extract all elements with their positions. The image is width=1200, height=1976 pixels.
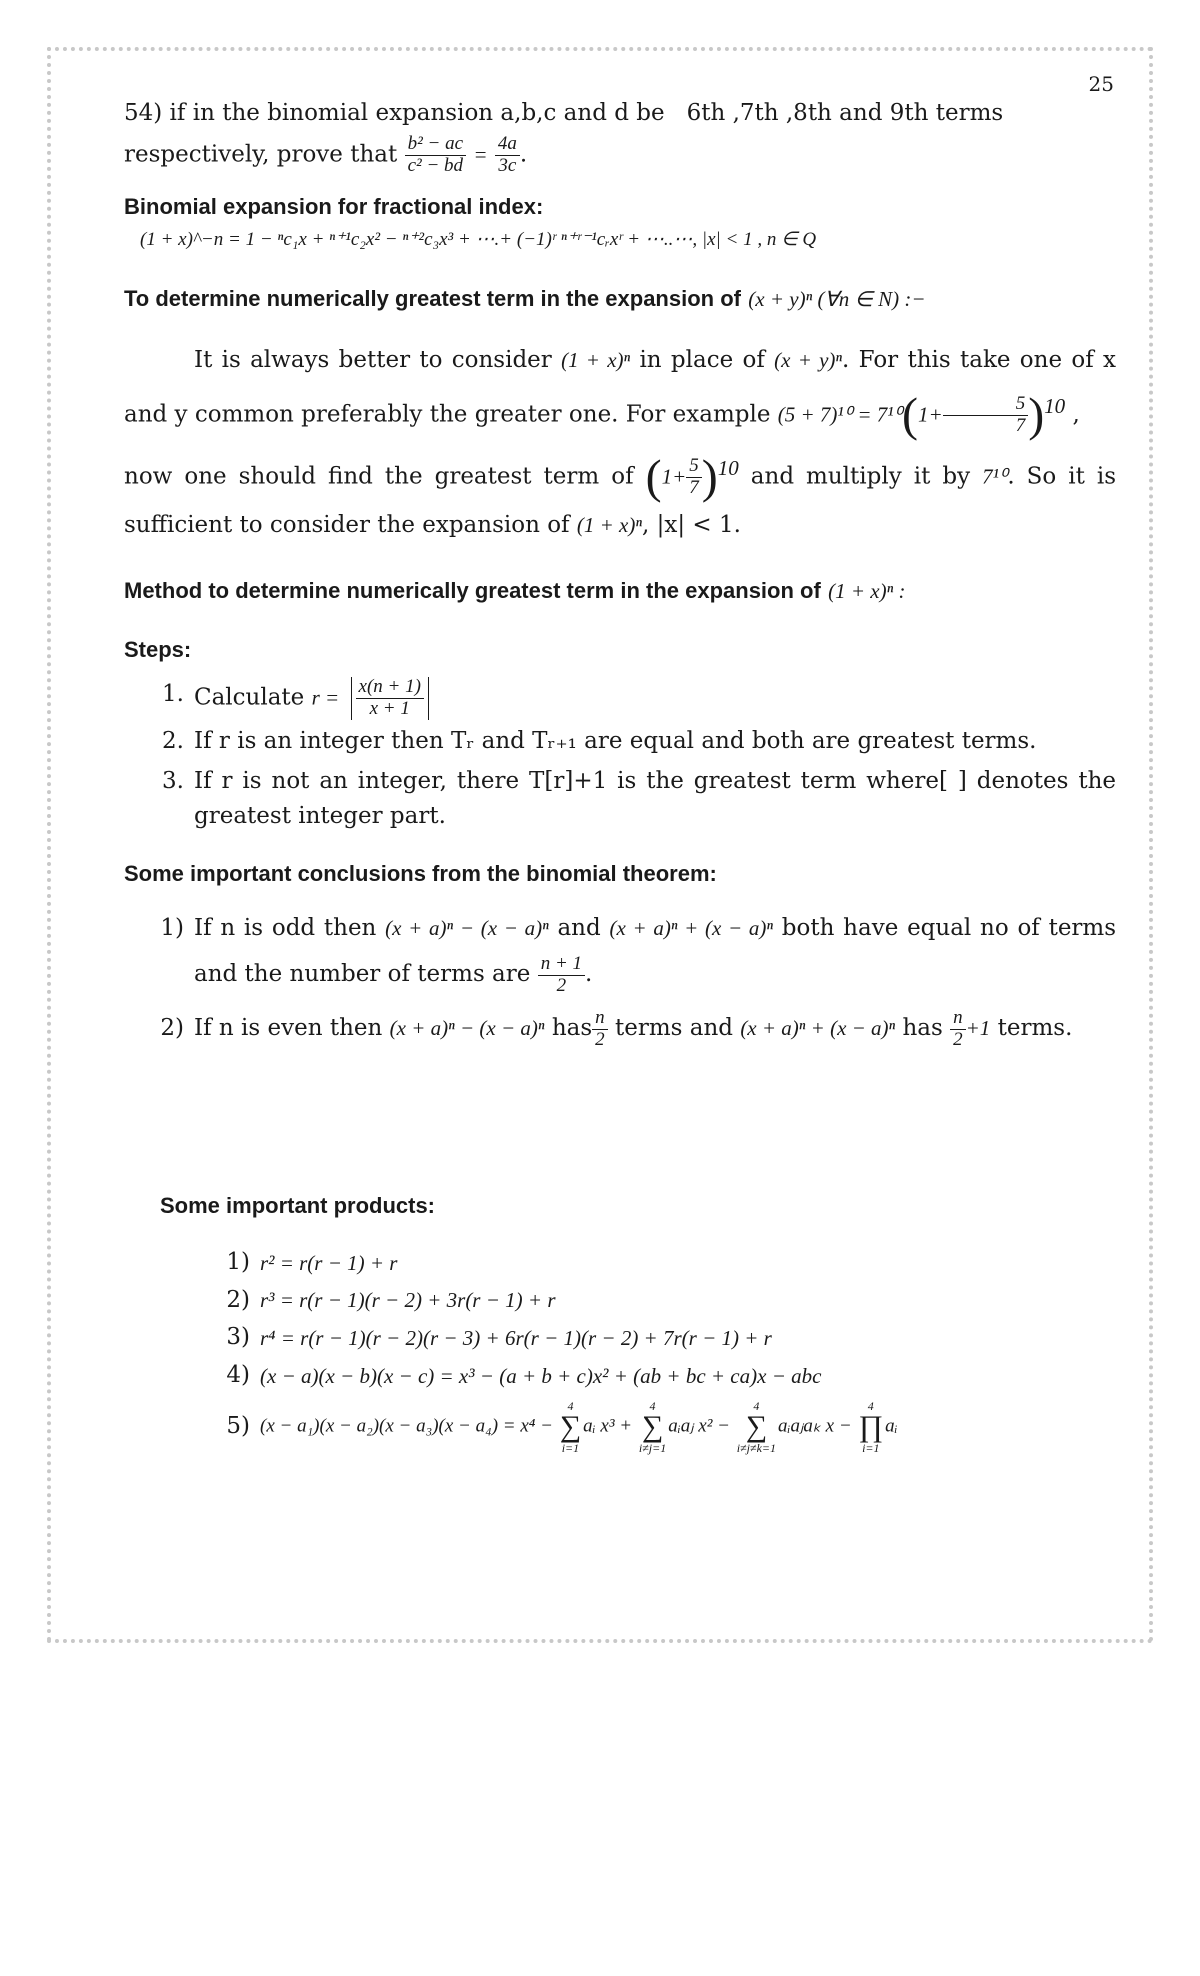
fractional-heading: Binomial expansion for fractional index: <box>124 194 544 220</box>
step-1: 1. Calculate r = $\frac{x(n + 1)}{x + 1}$ <box>124 677 1116 720</box>
prove-text: respectively, prove that <box>124 141 398 168</box>
n-over-2-b: $\frac{n}{2}$ <box>950 1008 966 1051</box>
problem-54 <box>124 96 1116 132</box>
method-heading: Method to determine numerically greatest term in the expansion of (1 + x)ⁿ : <box>124 577 906 603</box>
product-item: 4) (x − a)(x − b)(x − c) = x³ − (a + b + c)x² + (ab + bc + ca)x − abc <box>226 1362 822 1389</box>
steps-list <box>124 677 1116 835</box>
conclusion-2: 2) If n is even then (x + a)ⁿ − (x − a)ⁿ has $\frac{n}{2}$ terms and (x + a)ⁿ + (x − a)ⁿ has $\frac{n}{2}$ +1 terms. <box>160 1006 1073 1050</box>
conclusions-list <box>124 905 1116 1051</box>
r-fraction: $\frac{x(n + 1)}{x + 1}$ <box>356 677 424 720</box>
five-sevenths-fraction: $\frac{5}{7}$ <box>943 394 1029 437</box>
step-2: 2. If r is an integer then Tᵣ and Tᵣ₊₁ are equal and both are greatest terms. <box>162 728 1037 755</box>
conclusion-1: 1) If n is odd then (x + a)ⁿ − (x − a)ⁿ and (x + a)ⁿ + (x − a)ⁿ both have equal no of terms and the number of terms are $\frac{n + 1}{2}$ . <box>160 915 1117 996</box>
product-symbol: 4 ∏ i=1 <box>858 1398 884 1455</box>
step-3: 3. If r is not an integer, there T[r]+1 is the greatest term where[ ] denotes the greatest integer part. <box>162 767 1116 830</box>
products-heading: Some important products: <box>160 1193 436 1219</box>
conclusions-heading: Some important conclusions from the binomial theorem: <box>124 860 717 886</box>
products-list <box>196 1245 1116 1454</box>
sum-symbol: 4 ∑ i=1 <box>559 1398 582 1455</box>
page-number: 25 <box>1088 72 1114 96</box>
problem-54-equation: respectively, prove that $\frac{\text{b² − ac}}{\text{c² − bd}}$ = $\frac{4a}{3c}$ . <box>124 132 528 176</box>
fractional-formula: (1 + x)^−n = 1 − ⁿc₁x + ⁿ⁺¹c₂x² − ⁿ⁺²c₃x³ + ⋯.+ (−1)ʳ ⁿ⁺ʳ⁻¹cᵣxʳ + ⋯..⋯, |x| < 1 , n ∈ Q <box>140 228 817 250</box>
steps-heading: Steps: <box>124 637 192 663</box>
sum-symbol: 4 ∑ i≠j=1 <box>638 1398 667 1455</box>
product-item: 1) r² = r(r − 1) + r <box>226 1249 398 1276</box>
problem-lead: 54) if in the binomial expansion a,b,c and d be <box>124 100 665 126</box>
greatest-heading: To determine numerically greatest term in the expansion of (x + y)ⁿ (∀n ∈ N) :− <box>124 285 926 311</box>
problem-terms: 6th ,7th ,8th and 9th terms <box>686 100 1004 126</box>
product-item-5: 5) (x − a₁)(x − a₂)(x − a₃)(x − a₄) = x⁴ − 4 ∑ i=1 aᵢ x³ + 4 ∑ i≠j=1 aᵢaⱼ x² − 4 ∑ i≠j≠k=1 aᵢaⱼaₖ x − 4 ∏ i=1 aᵢ <box>226 1398 898 1455</box>
page-content <box>124 96 1116 1456</box>
product-item: 2) r³ = r(r − 1)(r − 2) + 3r(r − 1) + r <box>226 1286 556 1313</box>
products-section <box>160 1189 1116 1454</box>
rhs-fraction: $\frac{4a}{3c}$ <box>495 134 520 177</box>
sum-symbol: 4 ∑ i≠j≠k=1 <box>736 1398 777 1455</box>
n-plus-1-over-2: $\frac{n + 1}{2}$ <box>538 954 585 997</box>
n-over-2: $\frac{n}{2}$ <box>592 1008 608 1051</box>
product-item: 3) r⁴ = r(r − 1)(r − 2)(r − 3) + 6r(r − 1)(r − 2) + 7r(r − 1) + r <box>226 1324 772 1351</box>
lhs-fraction: $\frac{\text{b² − ac}}{\text{c² − bd}}$ <box>405 134 466 177</box>
five-sevenths-fraction-2: $\frac{5}{7}$ <box>686 456 702 499</box>
greatest-paragraph-1: It is always better to consider (1 + x)ⁿ in place of (x + y)ⁿ. For this take one of x and y common preferably the greater one. For example (5 + 7)¹⁰ = 7¹⁰(1+ $\frac{5}{7}$ )$^{10}$ , <box>124 346 1116 442</box>
greatest-paragraph-2: now one should find the greatest term of (1+ $\frac{5}{7}$ )$^{10}$ and multiply it by 7¹⁰. So it is sufficient to consider the expansion of (1 + x)ⁿ, |x| < 1. <box>124 450 1117 539</box>
